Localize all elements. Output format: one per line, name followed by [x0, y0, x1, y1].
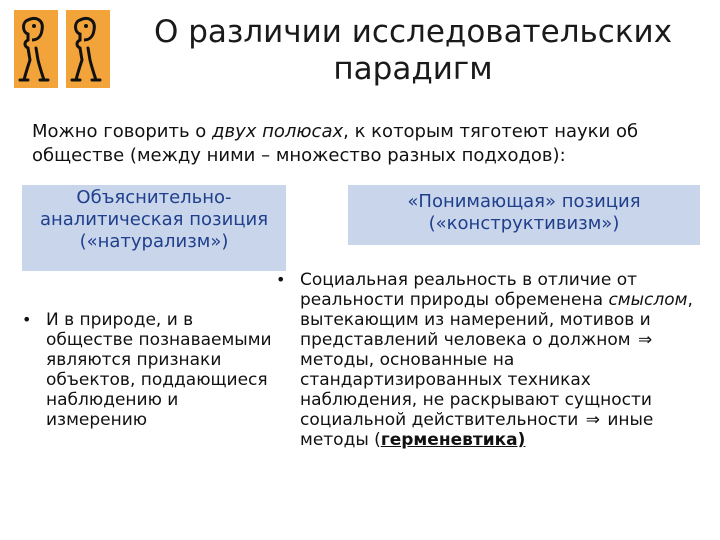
naturalism-box-line3: («натурализм»): [79, 231, 229, 252]
bullet-marker: •: [276, 270, 286, 289]
naturalism-position-box: [22, 185, 286, 271]
constructivism-bullet: [276, 270, 710, 450]
constructivism-box-line2: («конструктивизм»): [428, 213, 620, 234]
constructivism-text-1: Социальная реальность в отличие от реальности природы обременена: [300, 270, 637, 310]
constructivism-text-2: , вытекающим из намерений, мотивов и представлений человека о должном: [300, 290, 693, 350]
constructivism-text-3: методы, основанные на стандартизированных техниках наблюдения, не раскрывают сущности социальной действительности: [300, 350, 652, 430]
naturalism-box-line2: аналитическая позиция: [39, 209, 269, 230]
slide-title-line2: парадигм: [333, 51, 493, 87]
intro-emphasis: двух полюсах: [212, 121, 344, 142]
bullet-marker: •: [22, 310, 32, 329]
intro-text-start: Можно говорить о: [32, 121, 213, 142]
constructivism-box-line1: «Понимающая» позиция: [407, 191, 641, 212]
naturalism-box-line1: Объяснительно-: [76, 187, 232, 208]
implies-arrow-icon: ⇒: [637, 330, 653, 350]
constructivism-emphasis: смыслом: [608, 290, 688, 310]
slide-title-line1: О различии исследовательских: [153, 14, 673, 50]
naturalism-bullet: [22, 310, 272, 430]
intro-paragraph: [32, 120, 692, 168]
implies-arrow-icon: ⇒: [585, 410, 600, 430]
two-figures-logo-icon: [14, 10, 110, 88]
constructivism-bullet-text: [300, 270, 710, 450]
naturalism-bullet-text: И в природе, и в обществе познаваемыми являются признаки объектов, поддающиеся наблюдению и измерению: [46, 310, 272, 430]
constructivism-text-4: иные методы (: [300, 410, 654, 450]
constructivism-position-box: [348, 185, 700, 245]
intro-text-end: , к которым тяготеют науки об обществе (между ними – множество разных подходов):: [32, 121, 639, 166]
hermeneutics-term: герменевтика): [380, 430, 526, 450]
slide-title: [130, 14, 696, 88]
